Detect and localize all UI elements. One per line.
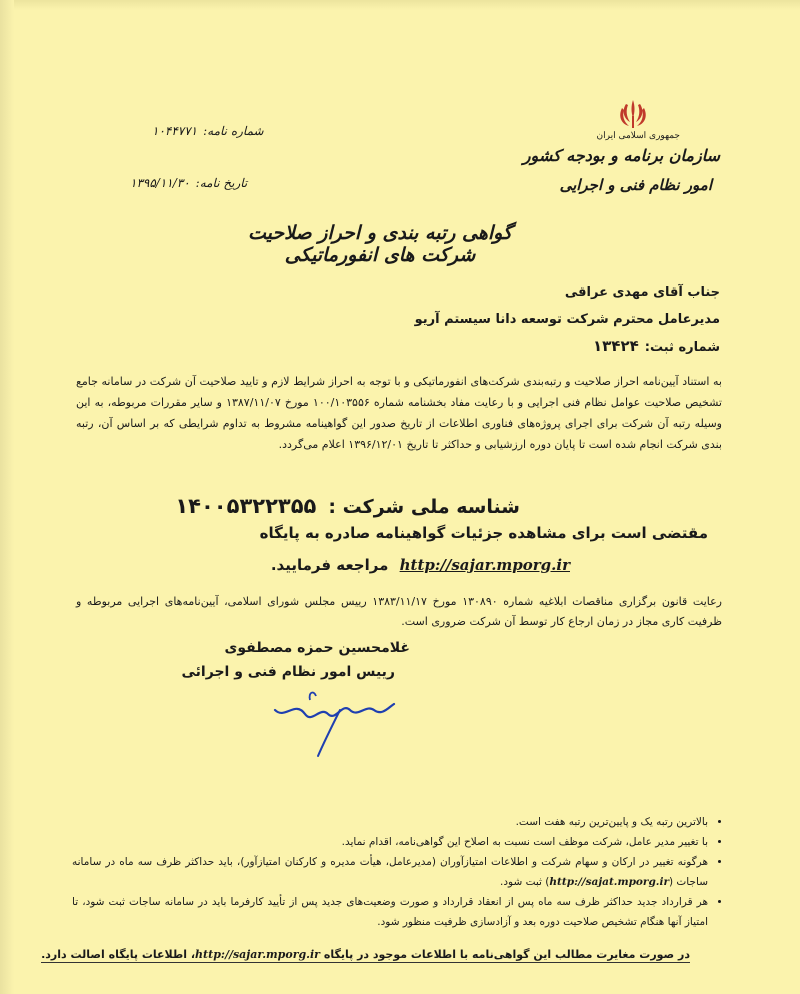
handwritten-signature [270, 680, 400, 760]
note-item [72, 852, 708, 892]
footer-text-end: ، اطلاعات پایگاه اصالت دارد. [41, 948, 196, 961]
org-country-label: جمهوری اسلامی ایران [596, 131, 680, 141]
letter-date [130, 176, 247, 190]
letter-date-label: تاریخ نامه: [195, 176, 248, 190]
request-line-end: مراجعه فرمایید. [270, 556, 389, 574]
national-id-label: شناسه ملی شرکت : [328, 496, 520, 518]
registration-value: ۱۳۴۲۴ [593, 337, 639, 355]
letter-number-label: شماره نامه: [203, 124, 264, 138]
paper-left-edge [0, 0, 14, 994]
certificate-body: به استناد آیین‌نامه احراز صلاحیت و رتبه‌بندی شرکت‌های انفورماتیکی و با توجه به احراز شرایط لازم و تایید صلاحیت آن شرکت در سامانه جامع تشخیص صلاحیت عوامل نظام فنی اجرایی و با رعایت مفاد بخشنامه شماره ۱۰۰/۱۰۳۵۵۶ مورخ ۱۳۸۷/۱۱/۰۷ و سایر مقررات مربوطه، به این وسیله رتبه آن شرکت برای اجرای پروژه‌های فناوری اطلاعات از تاریخ صدور این گواهینامه مشروط به تداوم شرایطی که بر اساس آن، رتبه بندی شرکت انجام شده است تا پایان دوره ارزشیابی و حداکثر تا تاریخ ۱۳۹۶/۱۲/۰۱ اعلام می‌گردد. [76, 375, 722, 451]
org-department: امور نظام فنی و اجرایی [559, 176, 712, 194]
footer-text: در صورت مغایرت مطالب این گواهی‌نامه با اطلاعات موجود در پایگاه [323, 948, 690, 961]
notes-section [72, 812, 722, 932]
signatory-name: غلامحسین حمزه مصطفوی [224, 640, 410, 656]
request-line: مقتضی است برای مشاهده جزئیات گواهینامه صادره به پایگاه [259, 524, 708, 542]
recipient-position: مدیرعامل محترم شرکت توسعه دانا سیستم آریو [414, 312, 720, 327]
footer-note [41, 948, 690, 963]
letter-number-value: ۱۰۴۴۷۷۱ [152, 124, 198, 138]
request-url-line [271, 556, 570, 574]
note-text: هرگونه تغییر در ارکان و سهام شرکت و اطلاعات امتیازآوران (مدیرعامل، هیأت مدیره و کارکنان امتیازآور)، باید حداکثر ظرف سه ماه در سامانه ساجات ( [72, 856, 708, 888]
signatory-title: رییس امور نظام فنی و اجرائی [181, 664, 395, 680]
note-item: • با تغییر مدیر عامل، شرکت موظف است نسبت به اصلاح این گواهی‌نامه، اقدام نماید. [72, 832, 708, 852]
registration-label: شماره ثبت: [644, 340, 720, 355]
iran-emblem-icon [616, 98, 650, 132]
national-id-value: ۱۴۰۰۵۳۲۲۳۵۵ [175, 494, 317, 518]
recipient-name: جناب آقای مهدی عراقی [564, 285, 720, 300]
certificate-title: گواهی رتبه بندی و احراز صلاحیت شرکت های انفورماتیکی [247, 222, 513, 266]
org-name: سازمان برنامه و بودجه کشور [522, 146, 720, 165]
sajat-link[interactable]: http://sajat.mporg.ir [549, 876, 669, 888]
footer-sajar-link[interactable]: http://sajar.mporg.ir [195, 948, 320, 961]
note-item: • بالاترین رتبه یک و پایین‌ترین رتبه هفت است. [72, 812, 708, 832]
law-compliance-text: رعایت قانون برگزاری مناقصات ابلاغیه شماره ۱۳۰۸۹۰ مورخ ۱۳۸۳/۱۱/۱۷ رییس مجلس شورای اسلامی، آیین‌نامه‌های اجرایی مربوطه و ظرفیت کاری مجاز در زمان ارجاع کار توسط آن شرکت ضروری است. [76, 595, 722, 628]
paper-top-edge [0, 0, 800, 10]
note-text: ) ثبت شود. [500, 876, 550, 888]
letter-number [152, 124, 264, 138]
national-id [175, 494, 520, 518]
note-item: • هر قرارداد جدید حداکثر ظرف سه ماه پس از انعقاد قرارداد و صورت وضعیت‌های جدید پس از تأیید کارفرما باید در سامانه ساجات ثبت شود، تا امتیاز آنها هنگام تشخیص صلاحیت دوره بعد و آزادسازی ظرفیت منظور شود. [72, 892, 708, 932]
letter-date-value: ۱۳۹۵/۱۱/۳۰ [130, 176, 190, 190]
registration-number [593, 337, 720, 355]
sajar-link[interactable]: http://sajar.mporg.ir [399, 556, 570, 574]
